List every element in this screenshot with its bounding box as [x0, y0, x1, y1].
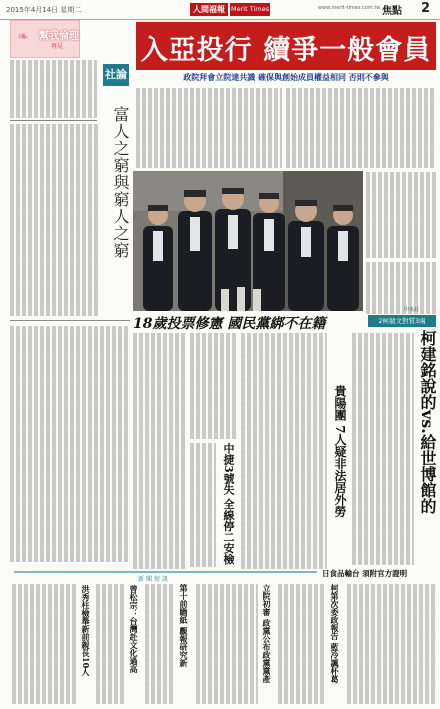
brief-headline-3: 第十前瞻紙 觀報研究新 — [179, 584, 189, 667]
lead-headline: 入亞投行 續爭一般會員 — [140, 35, 432, 66]
story-headline-right: 柯建銘說的vs.給世博館的 — [418, 330, 437, 514]
officials-group-photo — [133, 171, 363, 311]
secondary-headline: 18歲投票修憲 國民黨綁不在籍 — [133, 316, 326, 332]
secondary-tag: 2柯競文對質3兩 — [368, 315, 436, 327]
story-text-b — [190, 333, 238, 439]
news-photo — [133, 171, 363, 311]
column-body-text — [10, 60, 97, 118]
section-name: 焦點 — [382, 6, 402, 17]
story-text-c — [190, 443, 216, 567]
photo-caption — [366, 262, 436, 314]
editorial-title: 富人之窮與窮人之窮 — [111, 106, 130, 259]
lead-body-text-right — [286, 88, 436, 168]
story-headline-box: 中捷3號失 全線停二安檢 — [222, 443, 235, 565]
editorial-body-text-lower — [10, 326, 130, 562]
editorial-badge: 社論 — [103, 64, 129, 86]
brief-text-right — [347, 584, 437, 704]
story-text-e — [352, 333, 414, 565]
lead-headline-banner — [136, 22, 436, 70]
masthead-english: Merit Times — [230, 3, 270, 16]
lead-body-text-left — [136, 88, 282, 168]
column-subtitle: 再見 — [51, 43, 64, 50]
photo-credit: 中央社 — [404, 307, 420, 313]
divider — [10, 120, 97, 121]
brief-headline-4: 曾松宗：台灣赴文化過高 — [129, 585, 139, 673]
editorial-body-text — [10, 124, 98, 316]
page-header — [0, 0, 440, 20]
page-number: 2 — [421, 1, 431, 16]
website-url: www.merit-times.com.tw — [318, 5, 381, 11]
brief-text-1 — [278, 584, 326, 704]
brief-text-4 — [96, 584, 125, 704]
brief-headline-5: 洪秀柱檢舉新前親長10人 — [81, 585, 91, 677]
lead-subhead: 政院拜會立院達共識 確保與創始成員權益相同 否則不參與 — [183, 73, 389, 82]
brief-headline-2: 立院初審 政黨公布政黨黨產 — [262, 584, 272, 683]
column-header-box — [10, 20, 80, 58]
leaf-icon: ❧ — [17, 29, 29, 45]
brief-headline-1: 柯第次委政報告 藍冷諷杯葛 — [330, 584, 340, 683]
lead-body-text-side — [366, 172, 436, 258]
brief-text-2 — [196, 584, 258, 704]
brief-text-5 — [12, 584, 77, 704]
briefs-bar — [14, 571, 317, 573]
column-title: 幫我倫理 — [39, 31, 79, 42]
issue-date: 2015年4月14日 星期二 — [6, 6, 82, 14]
bottom-right-headline: 日食品輸台 須附官方證明 — [322, 569, 408, 578]
story-text-a — [133, 333, 187, 569]
divider — [10, 320, 130, 321]
briefs-label: 新聞短訊 — [138, 576, 171, 583]
story-headline-mid: 貴陽團 7人疑非法居外勞 — [333, 385, 347, 518]
story-text-d — [241, 333, 327, 569]
masthead-logo: 人間福報 — [190, 3, 228, 16]
brief-text-3 — [145, 584, 175, 704]
